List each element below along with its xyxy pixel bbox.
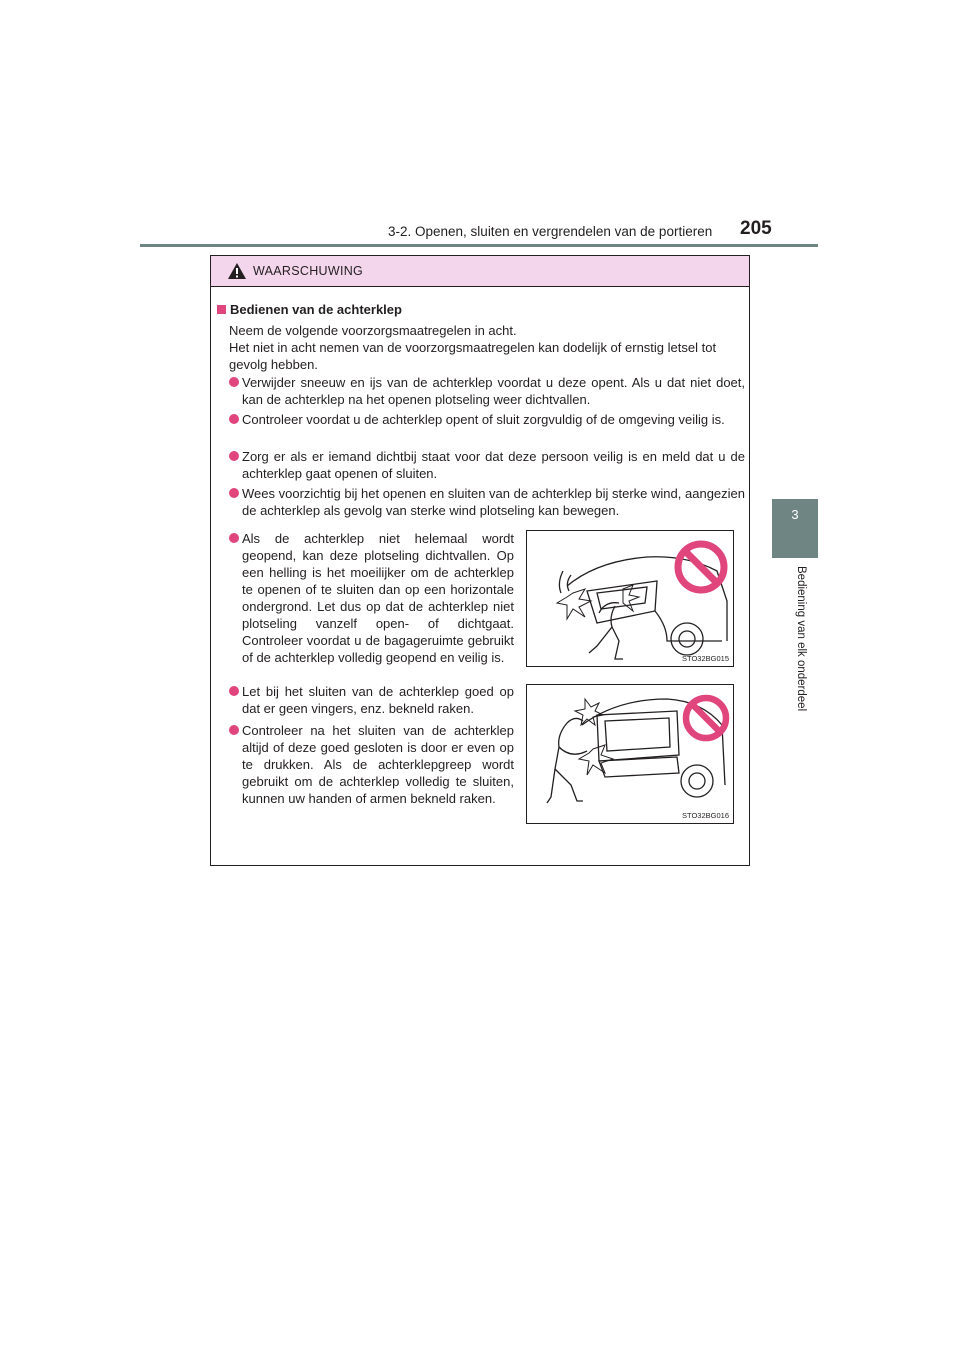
prohibited-icon: [681, 693, 731, 743]
illustration-tailgate-opening: [526, 530, 734, 667]
bullet-dot-icon: [229, 377, 239, 387]
bullet-text: Controleer voordat u de achterklep opent of sluit zorgvuldig of de omgeving veilig is.: [242, 412, 725, 427]
bullet-item: [229, 683, 514, 717]
bullet-dot-icon: [229, 725, 239, 735]
bullet-dot-icon: [229, 533, 239, 543]
bullet-dot-icon: [229, 451, 239, 461]
bullet-dot-icon: [229, 686, 239, 696]
chapter-number: 3: [791, 507, 799, 522]
bullet-text: Zorg er als er iemand dichtbij staat voor dat deze persoon veilig is en meld dat u de achterklep gaat openen of sluiten.: [242, 449, 745, 481]
warning-triangle-icon: [227, 262, 247, 280]
prohibited-icon: [673, 539, 729, 595]
illustration-tailgate-closing: [526, 684, 734, 824]
illustration-code: STO32BG015: [682, 654, 729, 663]
bullet-dot-icon: [229, 488, 239, 498]
page-number: 205: [740, 218, 772, 239]
square-bullet-icon: [217, 305, 226, 314]
intro-line: Neem de volgende voorzorgsmaatregelen in acht.: [229, 323, 517, 338]
bullet-text: Controleer na het sluiten van de achterklep altijd of deze goed gesloten is door er even op te drukken. Als de achterklepgreep wordt gebruikt om de achterklep volledig te sluiten, kunnen uw handen of armen bekneld raken.: [242, 723, 514, 806]
warning-box: [210, 255, 750, 866]
illustration-code: STO32BG016: [682, 811, 729, 820]
bullet-text: Wees voorzichtig bij het openen en sluiten van de achterklep bij sterke wind, aangezien de achterklep als gevolg van sterke wind plotseling kan bewegen.: [242, 486, 745, 518]
bullet-item: [229, 448, 745, 482]
bullet-item: [229, 411, 745, 428]
warning-title: WAARSCHUWING: [253, 264, 364, 278]
bullet-text: Als de achterklep niet helemaal wordt geopend, kan deze plotseling dichtvallen. Op een helling is het moeilijker om de achterklep te openen of te sluiten dan op een horizontale ondergrond. Let dus op dat de achterklep niet plotseling vanzelf open- of dichtgaat. Controleer voordat u de bagageruimte gebruikt of de achterklep volledig geopend en veilig is.: [242, 531, 514, 665]
running-header-section: 3-2. Openen, sluiten en vergrendelen van de portieren: [388, 224, 713, 239]
section-title: Bedienen van de achterklep: [230, 302, 402, 317]
bullet-text: Let bij het sluiten van de achterklep goed op dat er geen vingers, enz. bekneld raken.: [242, 684, 514, 716]
bullet-text: Verwijder sneeuw en ijs van de achterklep voordat u deze opent. Als u dat niet doet, kan de achterklep na het openen plotseling weer dichtvallen.: [242, 375, 745, 407]
warning-header: [211, 256, 749, 287]
header-rule: [140, 244, 818, 247]
bullet-item: [229, 485, 745, 519]
bullet-item: [229, 530, 514, 666]
bullet-item: [229, 722, 514, 807]
bullet-dot-icon: [229, 414, 239, 424]
chapter-title: Bediening van elk onderdeel: [795, 566, 807, 712]
section-heading: [217, 302, 402, 317]
chapter-tab: [772, 499, 818, 558]
bullet-item: [229, 374, 745, 408]
intro-line: Het niet in acht nemen van de voorzorgsmaatregelen kan dodelijk of ernstig letsel tot gevolg hebben.: [229, 340, 717, 372]
